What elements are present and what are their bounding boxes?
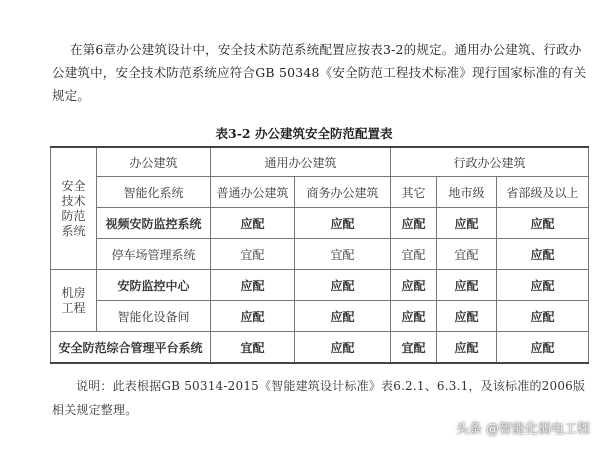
table-cell: 应配: [391, 270, 437, 301]
header-system: 智能化系统: [97, 177, 211, 208]
table-row: [51, 270, 589, 301]
table-cell: 应配: [437, 270, 497, 301]
group-security-systems: 安全技术防范系统: [51, 147, 97, 270]
table-cell: 应配: [211, 270, 295, 301]
table-cell: 应配: [497, 208, 589, 239]
table-cell: 应配: [295, 332, 391, 364]
table-cell: 宜配: [295, 239, 391, 270]
table-caption: 表3-2 办公建筑安全防范配置表: [215, 126, 393, 141]
row-name: 安全防范综合管理平台系统: [51, 332, 211, 364]
header-col-2: 商务办公建筑: [295, 177, 391, 208]
source-watermark: 头条 @智能化弱电工程: [455, 422, 590, 437]
table-row: [51, 208, 589, 239]
header-col-4: 地市级: [437, 177, 497, 208]
row-name: 停车场管理系统: [97, 239, 211, 270]
table-cell: 应配: [391, 301, 437, 332]
security-config-table: [50, 146, 589, 364]
table-header-row-1: [51, 147, 589, 177]
body-paragraph: 在第6章办公建筑设计中，安全技术防范系统配置应按表3-2的规定。通用办公建筑、行政办公建筑中，安全技术防范系统应符合GB 50348《安全防范工程技术标准》现行国家标准的有关规定。: [52, 42, 587, 103]
header-col-5: 省部级及以上: [497, 177, 589, 208]
table-cell: 应配: [437, 208, 497, 239]
table-cell: 宜配: [391, 239, 437, 270]
table-cell: 应配: [497, 239, 589, 270]
row-name: 智能化设备间: [97, 301, 211, 332]
table-cell: 宜配: [391, 332, 437, 364]
table-header-row-2: [51, 177, 589, 208]
table-cell: 应配: [211, 208, 295, 239]
table-cell: 应配: [497, 301, 589, 332]
table-cell: 应配: [211, 301, 295, 332]
table-row: [51, 301, 589, 332]
row-name: 视频安防监控系统: [97, 208, 211, 239]
table-cell: 宜配: [437, 239, 497, 270]
table-cell: 应配: [437, 301, 497, 332]
header-col-3: 其它: [391, 177, 437, 208]
table-cell: 宜配: [211, 332, 295, 364]
table-row: [51, 239, 589, 270]
group-machine-room: 机房工程: [51, 270, 97, 332]
header-building: 办公建筑: [97, 147, 211, 177]
row-name: 安防监控中心: [97, 270, 211, 301]
table-cell: 宜配: [211, 239, 295, 270]
table-cell: 应配: [497, 270, 589, 301]
table-cell: 应配: [391, 208, 437, 239]
table-cell: 应配: [295, 208, 391, 239]
table-cell: 应配: [437, 332, 497, 364]
table-cell: 应配: [497, 332, 589, 364]
table-row: [51, 332, 589, 364]
header-col-1: 普通办公建筑: [211, 177, 295, 208]
header-admin-office: 行政办公建筑: [391, 147, 589, 177]
table-cell: 应配: [295, 270, 391, 301]
table-cell: 应配: [295, 301, 391, 332]
header-general-office: 通用办公建筑: [211, 147, 391, 177]
table-note: 说明：此表根据GB 50314-2015《智能建筑设计标准》表6.2.1、6.3.1，及该标准的2006版相关规定整理。: [52, 379, 586, 417]
